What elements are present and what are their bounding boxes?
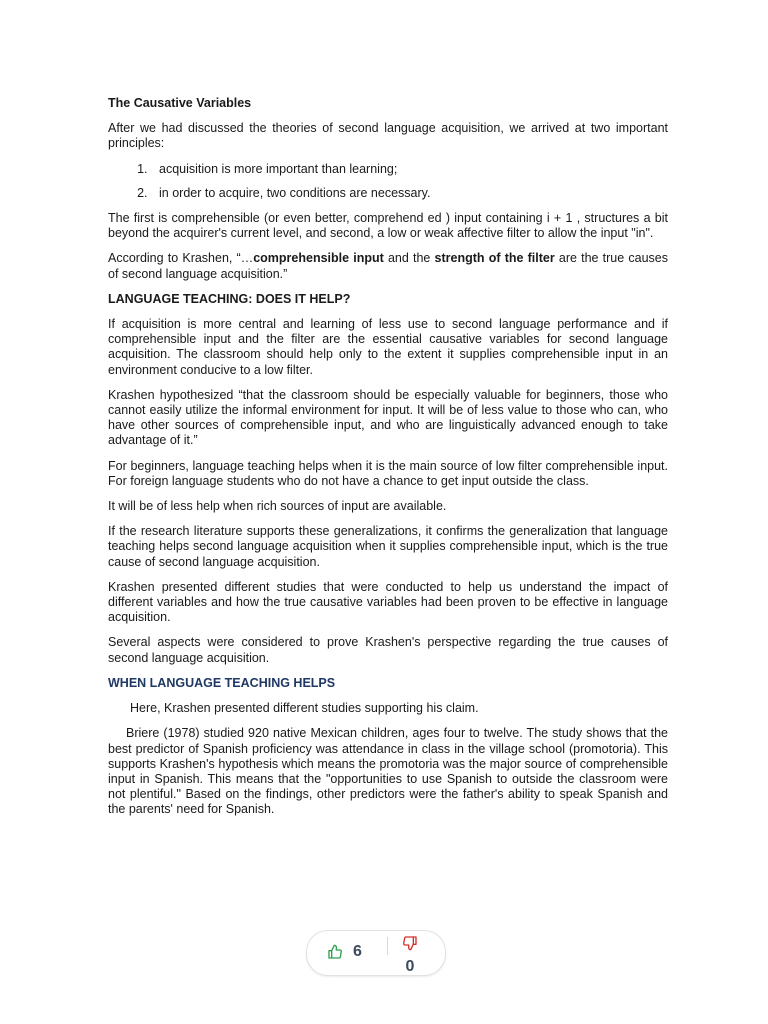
principles-list <box>108 162 668 201</box>
thumbs-down-icon <box>402 935 418 956</box>
bold-run: strength of the filter <box>434 251 555 266</box>
vote-bar <box>306 930 446 976</box>
bold-run: comprehensible input <box>253 251 384 266</box>
paragraph: If acquisition is more central and learning of less use to second language performance and if comprehensible input and the filter are the essential causative variables for second language acquisition. The classroom should help only to the extent it supplies comprehensible input in an environment conducive to a low filter. <box>108 317 668 377</box>
list-item: 1. acquisition is more important than learning; <box>151 162 668 177</box>
paragraph: Here, Krashen presented different studies supporting his claim. <box>130 701 479 716</box>
paragraph: Briere (1978) studied 920 native Mexican children, ages four to twelve. The study shows that the best predictor of Spanish proficiency was attendance in class in the village school (promotoria). This supports Krashen's hypothesis which means the promotoria was the major source of comprehensible input in Spanish. This means that the "opportunities to use Spanish to outside the classroom were not plentiful." Based on the findings, other predictors were the father's ability to speak Spanish and the parents' need for Spanish. <box>108 726 668 817</box>
list-item: 2. in order to acquire, two conditions are necessary. <box>151 186 668 201</box>
paragraph: Krashen hypothesized “that the classroom should be especially valuable for beginners, those who cannot easily utilize the informal environment for input. It will be of less value to those who can, who have other sources of comprehensible input, and who are linguistically advanced enough to take advantage of it.” <box>108 387 668 448</box>
paragraph: After we had discussed the theories of second language acquisition, we arrived at two important principles: <box>108 121 668 151</box>
document-page <box>108 96 668 828</box>
paragraph: It will be of less help when rich sources of input are available. <box>108 499 447 514</box>
upvote-count: 6 <box>353 943 362 960</box>
paragraph: Krashen presented different studies that were conducted to help us understand the impact of different variables and how the true causative variables had been proven to be effective in language acquisition. <box>108 579 668 625</box>
text-run: are the true causes of second language acquisition.” <box>108 251 668 281</box>
paragraph: For beginners, language teaching helps when it is the main source of low filter comprehensible input. For foreign language students who do not have a chance to get input outside the class. <box>108 458 668 488</box>
upvote-button[interactable] <box>327 943 362 961</box>
paragraph: The first is comprehensible (or even better, comprehend ed ) input containing i + 1 , structures a bit beyond the acquirer's current level, and second, a low or weak affective filter to allow the input "in". <box>108 211 668 241</box>
vote-divider <box>387 937 388 955</box>
text-run: According to Krashen, “… <box>108 251 254 266</box>
paragraph-krashen-quote <box>108 251 668 281</box>
paragraph: Several aspects were considered to prove Krashen's perspective regarding the true causes of second language acquisition. <box>108 635 668 665</box>
text-run: and the <box>383 251 435 266</box>
thumbs-up-icon <box>327 944 343 960</box>
heading-when-teaching-helps: WHEN LANGUAGE TEACHING HELPS <box>108 675 336 690</box>
downvote-button[interactable] <box>395 935 425 976</box>
heading-language-teaching: LANGUAGE TEACHING: DOES IT HELP? <box>108 291 351 306</box>
heading-causative-variables: The Causative Variables <box>108 96 252 110</box>
paragraph: If the research literature supports these generalizations, it confirms the generalization that language teaching helps second language acquisition when it supplies comprehensible input, which is the true cause of second language acquisition. <box>108 524 668 569</box>
downvote-count: 0 <box>405 958 415 975</box>
